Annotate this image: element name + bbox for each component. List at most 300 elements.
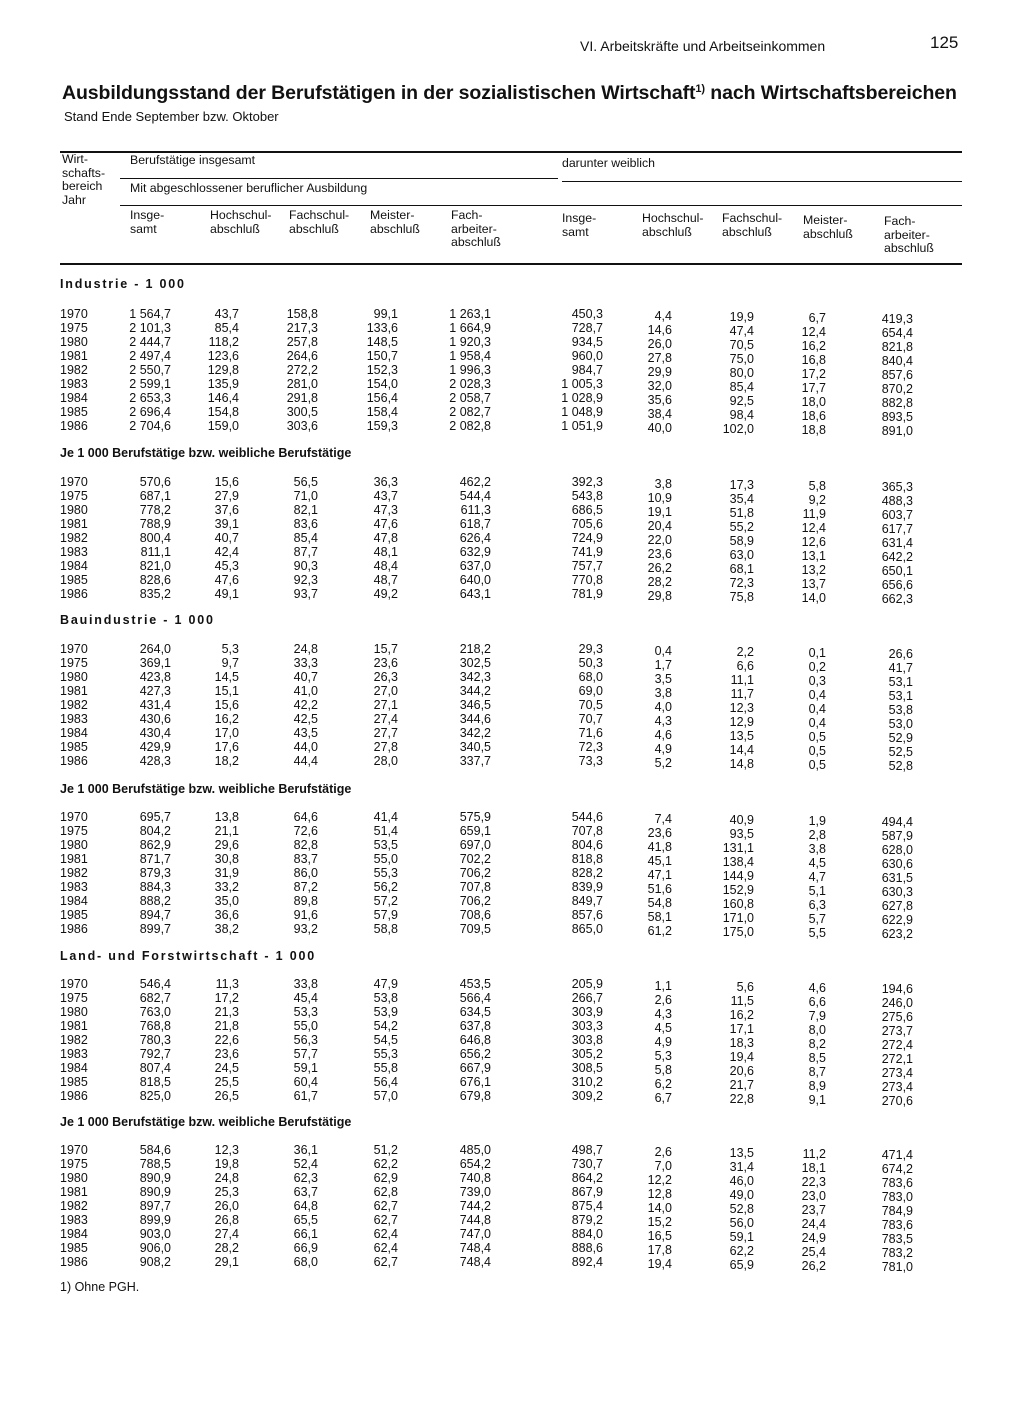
value-cell: 24,8 bbox=[293, 642, 318, 656]
value-cell: 840,4 bbox=[881, 354, 913, 368]
value-cell: 75,0 bbox=[729, 352, 754, 366]
value-cell: 43,5 bbox=[293, 726, 318, 740]
value-cell: 5,6 bbox=[736, 980, 754, 994]
value-cell: 303,3 bbox=[571, 1019, 603, 1033]
value-cell: 344,2 bbox=[459, 684, 491, 698]
value-cell: 788,9 bbox=[139, 517, 171, 531]
col-header-line: Fachschul- bbox=[722, 211, 783, 225]
value-cell: 80,0 bbox=[729, 366, 754, 380]
col-header-line: abschluß bbox=[370, 221, 420, 236]
value-cell: 18,1 bbox=[801, 1161, 826, 1175]
year-cell: 1975 bbox=[60, 991, 88, 1005]
value-cell: 7,9 bbox=[808, 1009, 826, 1023]
value-cell: 60,4 bbox=[293, 1075, 318, 1089]
value-cell: 281,0 bbox=[286, 377, 318, 391]
value-cell: 22,8 bbox=[729, 1092, 754, 1106]
value-cell: 24,5 bbox=[214, 1061, 239, 1075]
value-cell: 135,9 bbox=[207, 377, 239, 391]
value-cell: 642,2 bbox=[881, 550, 913, 564]
value-cell: 1 048,9 bbox=[561, 405, 603, 419]
value-cell: 17,2 bbox=[214, 991, 239, 1005]
value-cell: 66,9 bbox=[293, 1241, 318, 1255]
value-cell: 69,0 bbox=[578, 684, 603, 698]
table-row bbox=[0, 489, 1024, 508]
value-cell: 1,9 bbox=[808, 814, 826, 828]
value-cell: 488,3 bbox=[881, 494, 913, 508]
value-cell: 58,1 bbox=[647, 910, 672, 924]
value-cell: 744,2 bbox=[459, 1199, 491, 1213]
table-row bbox=[0, 1047, 1024, 1066]
year-cell: 1982 bbox=[60, 1199, 88, 1213]
table-row bbox=[0, 349, 1024, 368]
value-cell: 632,9 bbox=[459, 545, 491, 559]
value-cell: 70,5 bbox=[578, 698, 603, 712]
value-cell: 5,8 bbox=[654, 1063, 672, 1077]
year-cell: 1984 bbox=[60, 894, 88, 908]
value-cell: 35,0 bbox=[214, 894, 239, 908]
value-cell: 4,3 bbox=[654, 1007, 672, 1021]
value-cell: 2 082,8 bbox=[449, 419, 491, 433]
value-cell: 2 599,1 bbox=[129, 377, 171, 391]
value-cell: 82,1 bbox=[293, 503, 318, 517]
value-cell: 8,7 bbox=[808, 1065, 826, 1079]
table-row bbox=[0, 503, 1024, 522]
value-cell: 730,7 bbox=[571, 1157, 603, 1171]
value-cell: 783,6 bbox=[881, 1176, 913, 1190]
value-cell: 960,0 bbox=[571, 349, 603, 363]
value-cell: 17,8 bbox=[647, 1243, 672, 1257]
value-cell: 302,5 bbox=[459, 656, 491, 670]
table-row bbox=[0, 1157, 1024, 1176]
value-cell: 21,8 bbox=[214, 1019, 239, 1033]
col-header-meister-female bbox=[803, 214, 853, 241]
value-cell: 57,2 bbox=[373, 894, 398, 908]
title-text: Ausbildungsstand der Berufstätigen in der sozialistischen Wirtschaft bbox=[62, 82, 696, 104]
value-cell: 291,8 bbox=[286, 391, 318, 405]
value-cell: 194,6 bbox=[881, 982, 913, 996]
year-cell: 1983 bbox=[60, 1047, 88, 1061]
value-cell: 781,9 bbox=[571, 587, 603, 601]
value-cell: 450,3 bbox=[571, 307, 603, 321]
value-cell: 31,9 bbox=[214, 866, 239, 880]
value-cell: 646,8 bbox=[459, 1033, 491, 1047]
value-cell: 59,1 bbox=[293, 1061, 318, 1075]
value-cell: 707,8 bbox=[571, 824, 603, 838]
year-cell: 1986 bbox=[60, 922, 88, 936]
value-cell: 705,6 bbox=[571, 517, 603, 531]
value-cell: 862,9 bbox=[139, 838, 171, 852]
table-row bbox=[0, 377, 1024, 396]
value-cell: 679,8 bbox=[459, 1089, 491, 1103]
value-cell: 392,3 bbox=[571, 475, 603, 489]
value-cell: 65,5 bbox=[293, 1213, 318, 1227]
table-row bbox=[0, 1213, 1024, 1232]
value-cell: 8,2 bbox=[808, 1037, 826, 1051]
value-cell: 11,9 bbox=[802, 507, 826, 521]
value-cell: 821,8 bbox=[881, 340, 913, 354]
value-cell: 118,2 bbox=[208, 335, 239, 349]
col-header-line: abschluß bbox=[210, 221, 260, 236]
col-header-hochschul bbox=[210, 209, 272, 236]
value-cell: 35,4 bbox=[729, 492, 754, 506]
value-cell: 780,3 bbox=[139, 1033, 171, 1047]
value-cell: 12,3 bbox=[214, 1143, 239, 1157]
value-cell: 93,5 bbox=[729, 827, 754, 841]
value-cell: 61,7 bbox=[293, 1089, 318, 1103]
value-cell: 144,9 bbox=[722, 869, 754, 883]
value-cell: 888,6 bbox=[571, 1241, 603, 1255]
value-cell: 63,7 bbox=[293, 1185, 318, 1199]
value-cell: 13,1 bbox=[801, 549, 826, 563]
value-cell: 0,4 bbox=[808, 716, 826, 730]
value-cell: 205,9 bbox=[571, 977, 603, 991]
value-cell: 934,5 bbox=[571, 335, 603, 349]
value-cell: 654,4 bbox=[881, 326, 913, 340]
value-cell: 611,3 bbox=[460, 503, 491, 517]
col-header-hochschul-female bbox=[642, 212, 704, 239]
value-cell: 57,7 bbox=[293, 1047, 318, 1061]
value-cell: 4,5 bbox=[654, 1021, 672, 1035]
value-cell: 19,1 bbox=[647, 505, 672, 519]
value-cell: 544,6 bbox=[571, 810, 603, 824]
value-cell: 12,9 bbox=[729, 715, 754, 729]
value-cell: 8,0 bbox=[808, 1023, 826, 1037]
value-cell: 18,3 bbox=[729, 1036, 754, 1050]
value-cell: 31,4 bbox=[729, 1160, 754, 1174]
value-cell: 37,6 bbox=[214, 503, 239, 517]
value-cell: 55,2 bbox=[729, 520, 754, 534]
value-cell: 867,9 bbox=[571, 1185, 603, 1199]
table-row bbox=[0, 1005, 1024, 1024]
year-cell: 1986 bbox=[60, 1089, 88, 1103]
value-cell: 272,2 bbox=[286, 363, 318, 377]
value-cell: 303,6 bbox=[286, 419, 318, 433]
value-cell: 47,6 bbox=[373, 517, 398, 531]
year-cell: 1970 bbox=[60, 642, 88, 656]
group-header-female: darunter weiblich bbox=[562, 156, 655, 170]
year-cell: 1975 bbox=[60, 656, 88, 670]
value-cell: 70,5 bbox=[729, 338, 754, 352]
value-cell: 1,7 bbox=[654, 658, 672, 672]
value-cell: 123,6 bbox=[207, 349, 239, 363]
value-cell: 12,4 bbox=[801, 325, 826, 339]
value-cell: 7,4 bbox=[654, 812, 672, 826]
value-cell: 266,7 bbox=[571, 991, 603, 1005]
value-cell: 26,2 bbox=[647, 561, 672, 575]
table-row bbox=[0, 1227, 1024, 1246]
value-cell: 828,2 bbox=[571, 866, 603, 880]
value-cell: 49,0 bbox=[729, 1188, 754, 1202]
value-cell: 11,1 bbox=[730, 673, 754, 687]
value-cell: 5,3 bbox=[221, 642, 239, 656]
value-cell: 45,3 bbox=[214, 559, 239, 573]
value-cell: 13,5 bbox=[729, 729, 754, 743]
value-cell: 42,2 bbox=[293, 698, 318, 712]
col-header-line: abschluß bbox=[803, 226, 853, 241]
value-cell: 85,4 bbox=[214, 321, 239, 335]
value-cell: 159,0 bbox=[207, 419, 239, 433]
value-cell: 16,5 bbox=[647, 1229, 672, 1243]
value-cell: 870,2 bbox=[881, 382, 913, 396]
value-cell: 783,2 bbox=[881, 1246, 913, 1260]
value-cell: 708,6 bbox=[459, 908, 491, 922]
value-cell: 309,2 bbox=[571, 1089, 603, 1103]
value-cell: 16,2 bbox=[729, 1008, 754, 1022]
value-cell: 51,4 bbox=[373, 824, 398, 838]
value-cell: 4,4 bbox=[654, 309, 672, 323]
value-cell: 879,3 bbox=[139, 866, 171, 880]
value-cell: 864,2 bbox=[571, 1171, 603, 1185]
table-row bbox=[0, 712, 1024, 731]
table-row bbox=[0, 573, 1024, 592]
col-header-facharbeiter-female bbox=[884, 215, 934, 256]
value-cell: 818,8 bbox=[571, 852, 603, 866]
value-cell: 656,2 bbox=[459, 1047, 491, 1061]
value-cell: 11,5 bbox=[730, 994, 754, 1008]
value-cell: 22,6 bbox=[214, 1033, 239, 1047]
value-cell: 14,4 bbox=[729, 743, 754, 757]
value-cell: 340,5 bbox=[459, 740, 491, 754]
table-row bbox=[0, 754, 1024, 773]
table-row bbox=[0, 740, 1024, 759]
value-cell: 52,8 bbox=[888, 759, 913, 773]
value-cell: 48,7 bbox=[373, 573, 398, 587]
table-row bbox=[0, 531, 1024, 550]
value-cell: 747,0 bbox=[459, 1227, 491, 1241]
value-cell: 62,4 bbox=[373, 1241, 398, 1255]
value-cell: 804,2 bbox=[139, 824, 171, 838]
value-cell: 4,9 bbox=[654, 742, 672, 756]
value-cell: 875,4 bbox=[571, 1199, 603, 1213]
value-cell: 7,0 bbox=[654, 1159, 672, 1173]
value-cell: 1 958,4 bbox=[449, 349, 491, 363]
table-row bbox=[0, 545, 1024, 564]
value-cell: 146,4 bbox=[207, 391, 239, 405]
value-cell: 4,3 bbox=[654, 714, 672, 728]
value-cell: 99,1 bbox=[373, 307, 398, 321]
table-row bbox=[0, 684, 1024, 703]
table-row bbox=[0, 908, 1024, 927]
value-cell: 783,5 bbox=[881, 1232, 913, 1246]
value-cell: 73,3 bbox=[578, 754, 603, 768]
value-cell: 68,0 bbox=[578, 670, 603, 684]
value-cell: 884,0 bbox=[571, 1227, 603, 1241]
value-cell: 429,9 bbox=[139, 740, 171, 754]
value-cell: 26,6 bbox=[888, 647, 913, 661]
table-row bbox=[0, 405, 1024, 424]
value-cell: 839,9 bbox=[571, 880, 603, 894]
col-header-line: samt bbox=[130, 221, 157, 236]
section-title: Bauindustrie - 1 000 bbox=[60, 613, 215, 627]
value-cell: 15,2 bbox=[647, 1215, 672, 1229]
value-cell: 6,2 bbox=[654, 1077, 672, 1091]
value-cell: 637,0 bbox=[459, 559, 491, 573]
value-cell: 12,4 bbox=[801, 521, 826, 535]
value-cell: 15,6 bbox=[214, 475, 239, 489]
value-cell: 342,2 bbox=[459, 726, 491, 740]
table-row bbox=[0, 1019, 1024, 1038]
value-cell: 171,0 bbox=[722, 911, 754, 925]
value-cell: 27,8 bbox=[647, 351, 672, 365]
value-cell: 62,4 bbox=[373, 1227, 398, 1241]
value-cell: 56,5 bbox=[293, 475, 318, 489]
value-cell: 3,8 bbox=[654, 477, 672, 491]
value-cell: 40,7 bbox=[293, 670, 318, 684]
value-cell: 64,6 bbox=[293, 810, 318, 824]
value-cell: 899,9 bbox=[139, 1213, 171, 1227]
year-cell: 1981 bbox=[60, 852, 88, 866]
value-cell: 899,7 bbox=[139, 922, 171, 936]
value-cell: 498,7 bbox=[571, 1143, 603, 1157]
value-cell: 57,0 bbox=[373, 1089, 398, 1103]
col-header-line: samt bbox=[562, 224, 589, 239]
value-cell: 857,6 bbox=[881, 368, 913, 382]
value-cell: 17,3 bbox=[729, 478, 754, 492]
value-cell: 25,4 bbox=[801, 1245, 826, 1259]
value-cell: 19,9 bbox=[729, 310, 754, 324]
value-cell: 631,5 bbox=[881, 871, 913, 885]
value-cell: 702,2 bbox=[459, 852, 491, 866]
value-cell: 622,9 bbox=[881, 913, 913, 927]
value-cell: 53,1 bbox=[888, 689, 913, 703]
value-cell: 894,7 bbox=[139, 908, 171, 922]
value-cell: 1 028,9 bbox=[561, 391, 603, 405]
table-row bbox=[0, 1075, 1024, 1094]
year-cell: 1970 bbox=[60, 475, 88, 489]
value-cell: 788,5 bbox=[139, 1157, 171, 1171]
table-row bbox=[0, 726, 1024, 745]
value-cell: 300,5 bbox=[286, 405, 318, 419]
value-cell: 58,9 bbox=[729, 534, 754, 548]
value-cell: 623,2 bbox=[881, 927, 913, 941]
value-cell: 15,1 bbox=[214, 684, 239, 698]
value-cell: 2 696,4 bbox=[129, 405, 171, 419]
value-cell: 984,7 bbox=[571, 363, 603, 377]
table-row bbox=[0, 824, 1024, 843]
table-row bbox=[0, 977, 1024, 996]
table-row bbox=[0, 1199, 1024, 1218]
value-cell: 807,4 bbox=[139, 1061, 171, 1075]
value-cell: 575,9 bbox=[459, 810, 491, 824]
value-cell: 29,9 bbox=[647, 365, 672, 379]
value-cell: 640,0 bbox=[459, 573, 491, 587]
value-cell: 4,0 bbox=[654, 700, 672, 714]
value-cell: 768,8 bbox=[139, 1019, 171, 1033]
table-row bbox=[0, 1171, 1024, 1190]
year-cell: 1982 bbox=[60, 531, 88, 545]
year-cell: 1983 bbox=[60, 377, 88, 391]
value-cell: 337,7 bbox=[459, 754, 491, 768]
stub-header bbox=[62, 153, 105, 207]
value-cell: 53,0 bbox=[888, 717, 913, 731]
value-cell: 2 704,6 bbox=[129, 419, 171, 433]
value-cell: 92,5 bbox=[729, 394, 754, 408]
value-cell: 133,6 bbox=[366, 321, 398, 335]
value-cell: 626,4 bbox=[459, 531, 491, 545]
value-cell: 5,7 bbox=[808, 912, 826, 926]
value-cell: 62,9 bbox=[373, 1171, 398, 1185]
running-header: VI. Arbeitskräfte und Arbeitseinkommen bbox=[580, 38, 826, 54]
year-cell: 1980 bbox=[60, 503, 88, 517]
value-cell: 27,9 bbox=[214, 489, 239, 503]
table-row bbox=[0, 1061, 1024, 1080]
stub-header-line: bereich bbox=[62, 179, 103, 194]
value-cell: 23,6 bbox=[647, 547, 672, 561]
value-cell: 275,6 bbox=[881, 1010, 913, 1024]
value-cell: 14,0 bbox=[801, 591, 826, 605]
value-cell: 365,3 bbox=[881, 480, 913, 494]
value-cell: 18,0 bbox=[801, 395, 826, 409]
value-cell: 47,8 bbox=[373, 531, 398, 545]
year-cell: 1980 bbox=[60, 838, 88, 852]
value-cell: 800,4 bbox=[139, 531, 171, 545]
value-cell: 903,0 bbox=[139, 1227, 171, 1241]
year-cell: 1983 bbox=[60, 880, 88, 894]
value-cell: 16,8 bbox=[801, 353, 826, 367]
value-cell: 48,1 bbox=[373, 545, 398, 559]
value-cell: 12,6 bbox=[801, 535, 826, 549]
year-cell: 1984 bbox=[60, 559, 88, 573]
value-cell: 637,8 bbox=[459, 1019, 491, 1033]
value-cell: 90,3 bbox=[293, 559, 318, 573]
table-row bbox=[0, 363, 1024, 382]
year-cell: 1980 bbox=[60, 335, 88, 349]
table-row bbox=[0, 321, 1024, 340]
value-cell: 783,6 bbox=[881, 1218, 913, 1232]
value-cell: 42,5 bbox=[293, 712, 318, 726]
value-cell: 23,6 bbox=[373, 656, 398, 670]
value-cell: 891,0 bbox=[881, 424, 913, 438]
page-number: 125 bbox=[930, 33, 959, 52]
value-cell: 9,1 bbox=[808, 1093, 826, 1107]
value-cell: 62,7 bbox=[373, 1199, 398, 1213]
value-cell: 784,9 bbox=[881, 1204, 913, 1218]
value-cell: 62,7 bbox=[373, 1255, 398, 1269]
value-cell: 865,0 bbox=[571, 922, 603, 936]
year-cell: 1981 bbox=[60, 349, 88, 363]
value-cell: 369,1 bbox=[139, 656, 171, 670]
value-cell: 55,0 bbox=[373, 852, 398, 866]
year-cell: 1970 bbox=[60, 810, 88, 824]
value-cell: 19,8 bbox=[214, 1157, 239, 1171]
value-cell: 12,2 bbox=[647, 1173, 672, 1187]
value-cell: 131,1 bbox=[722, 841, 754, 855]
value-cell: 83,6 bbox=[293, 517, 318, 531]
value-cell: 6,6 bbox=[736, 659, 754, 673]
value-cell: 778,2 bbox=[139, 503, 171, 517]
value-cell: 154,0 bbox=[366, 377, 398, 391]
value-cell: 12,3 bbox=[729, 701, 754, 715]
value-cell: 2,6 bbox=[654, 1145, 672, 1159]
value-cell: 47,4 bbox=[729, 324, 754, 338]
value-cell: 29,6 bbox=[214, 838, 239, 852]
value-cell: 697,0 bbox=[459, 838, 491, 852]
col-header-line: Insge- bbox=[562, 211, 597, 225]
value-cell: 52,8 bbox=[729, 1202, 754, 1216]
value-cell: 650,1 bbox=[881, 564, 913, 578]
value-cell: 65,9 bbox=[729, 1258, 754, 1272]
value-cell: 148,5 bbox=[366, 335, 398, 349]
value-cell: 695,7 bbox=[139, 810, 171, 824]
value-cell: 102,0 bbox=[722, 422, 754, 436]
header-bottom-rule bbox=[60, 263, 962, 265]
value-cell: 36,3 bbox=[373, 475, 398, 489]
value-cell: 27,8 bbox=[373, 740, 398, 754]
value-cell: 98,4 bbox=[729, 408, 754, 422]
value-cell: 72,6 bbox=[293, 824, 318, 838]
value-cell: 42,4 bbox=[214, 545, 239, 559]
year-cell: 1986 bbox=[60, 587, 88, 601]
